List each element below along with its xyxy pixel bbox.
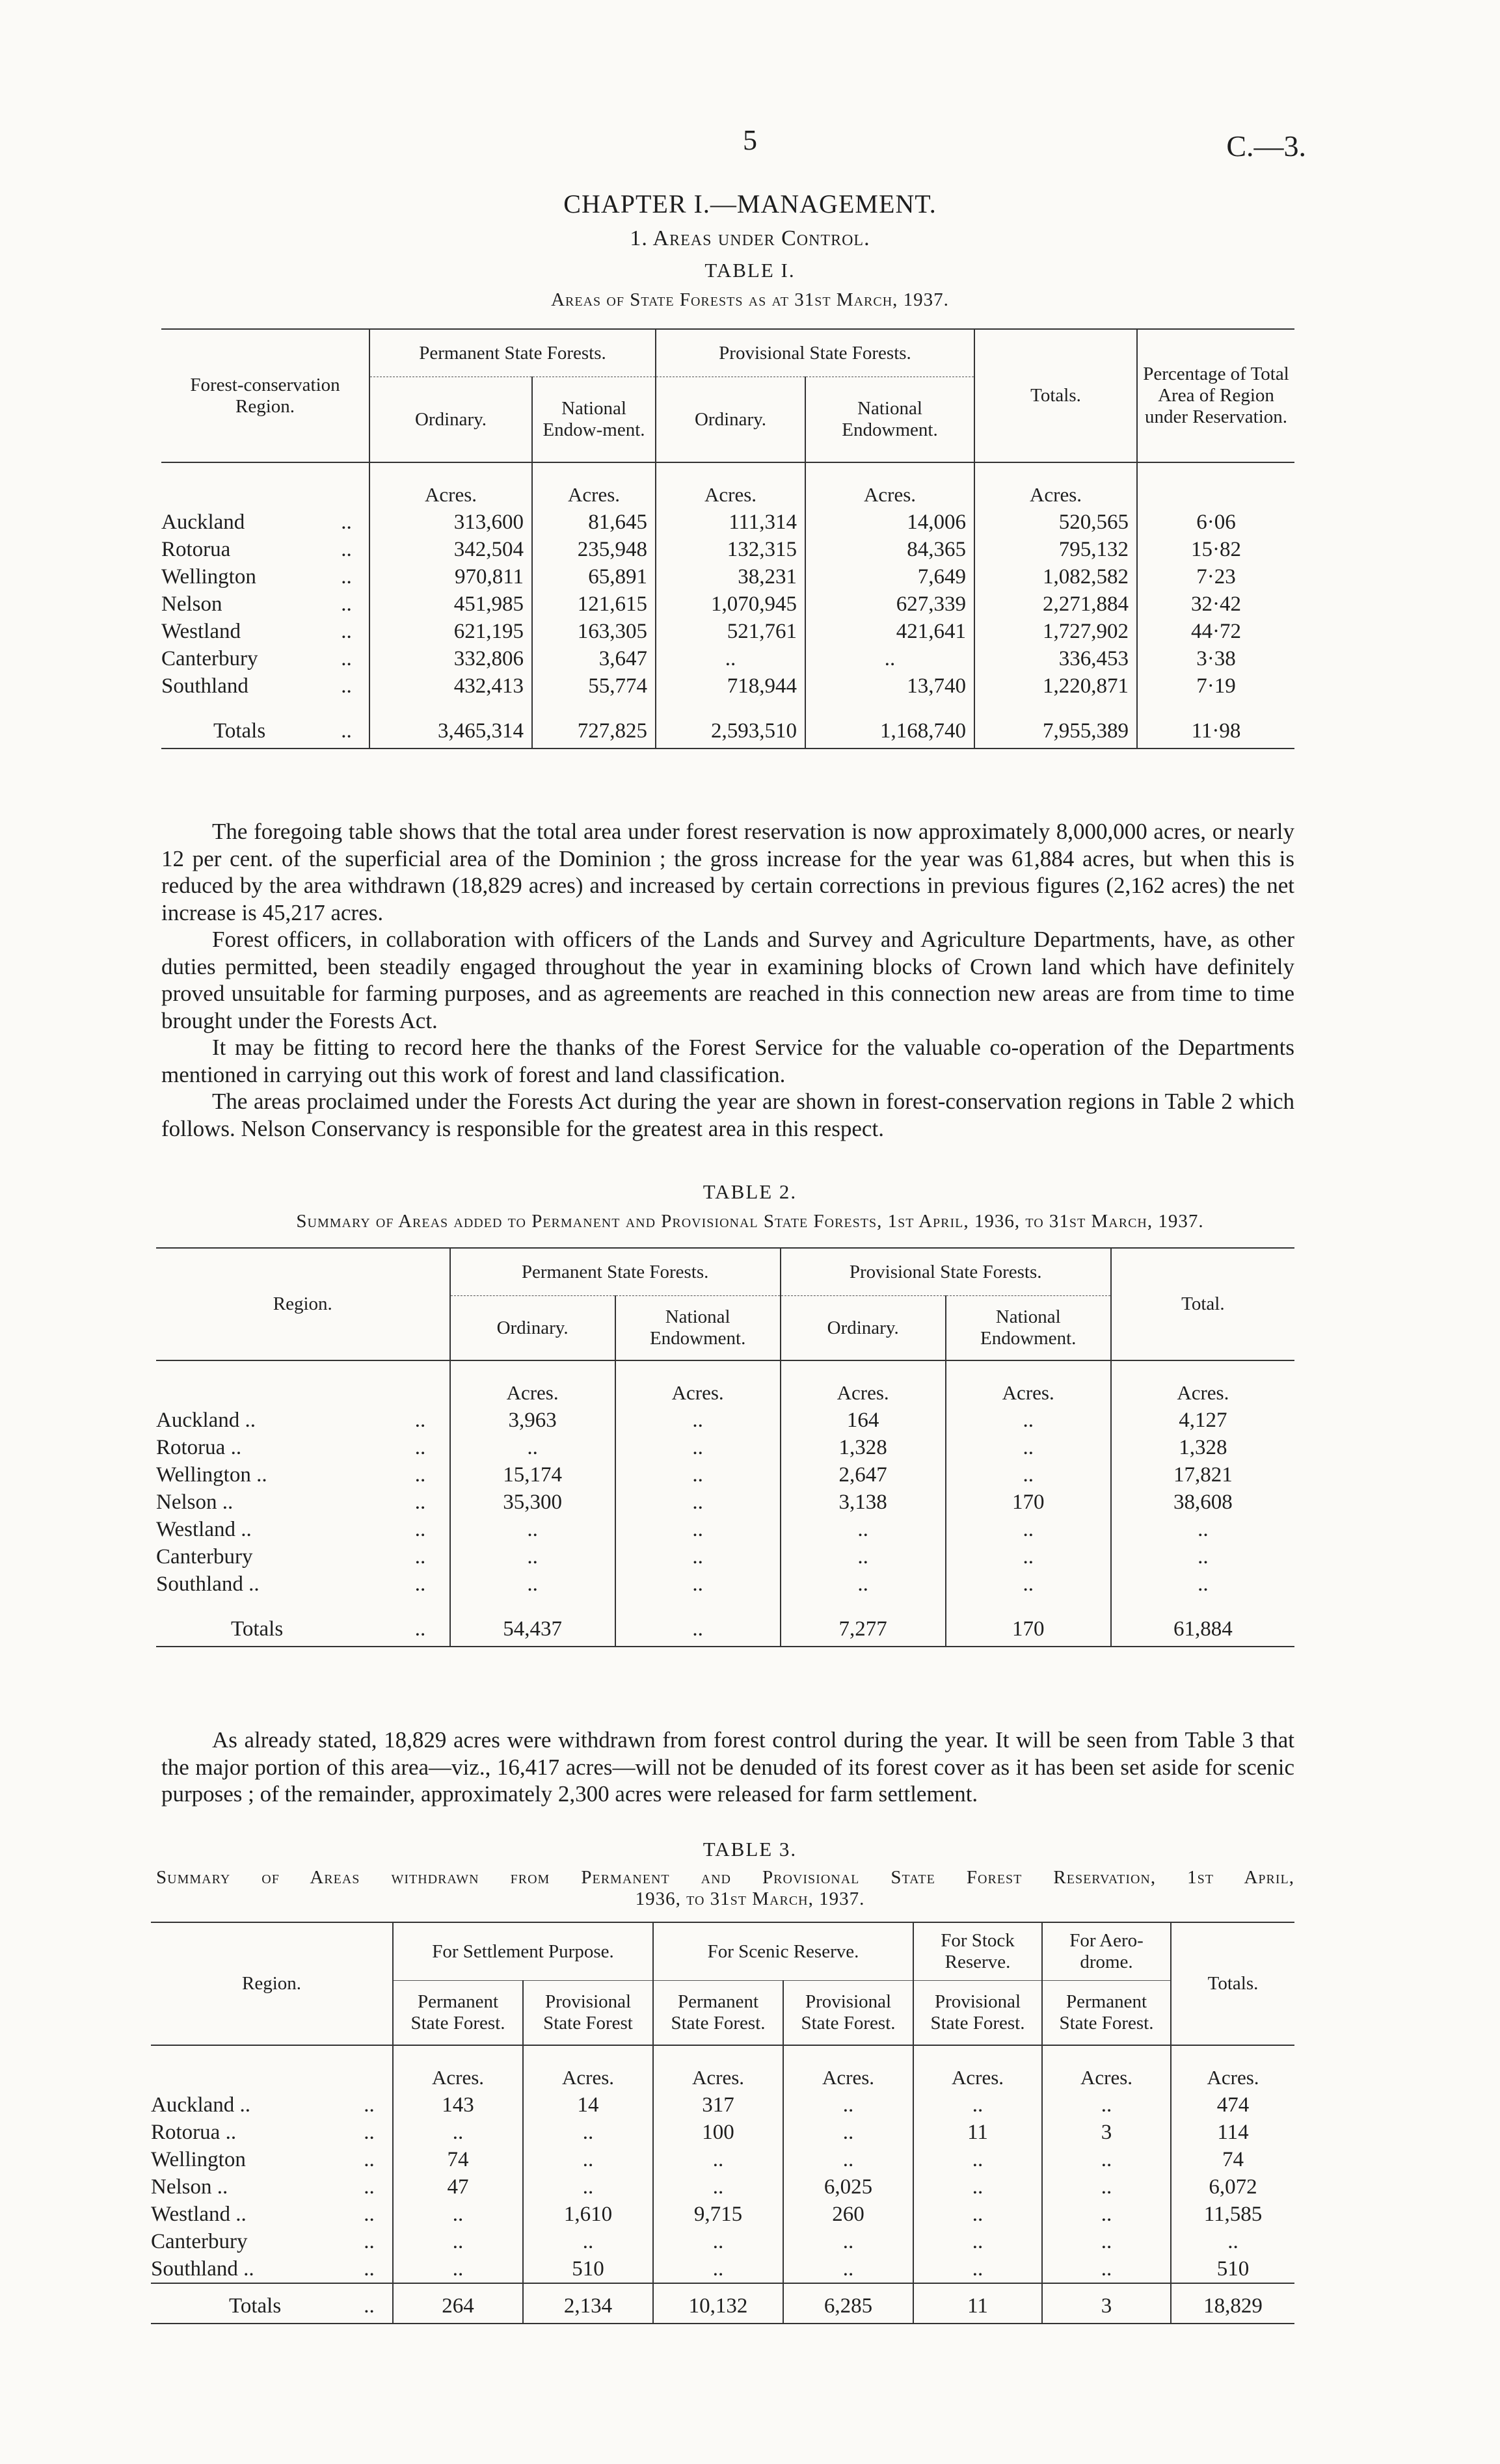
t3-dots: .. (364, 2093, 375, 2117)
t3-unit: Acres. (913, 2045, 1042, 2091)
t1-dots: .. (341, 592, 352, 616)
t3-set-prov: 1,610 (523, 2201, 653, 2228)
t2-dots: .. (391, 1598, 449, 1647)
t3-total-total: 18,829 (1171, 2283, 1294, 2324)
t3-sc-perm: 317 (653, 2091, 783, 2119)
t3-col-scenic-perm: Permanent State Forest. (653, 1981, 783, 2046)
t1-dots: .. (324, 700, 369, 748)
t3-group-scenic: For Scenic Reserve. (653, 1922, 913, 1981)
table-row (156, 1516, 1294, 1543)
t3-total: .. (1171, 2228, 1294, 2255)
t3-set-perm: 143 (393, 2091, 523, 2119)
t3-sc-perm: 100 (653, 2119, 783, 2146)
t1-unit: Acres. (369, 462, 532, 509)
t2-total-perm-ord: 54,437 (450, 1598, 615, 1647)
t3-total-sc-perm: 10,132 (653, 2283, 783, 2324)
t2-col-prov-ordinary: Ordinary. (781, 1296, 946, 1361)
t3-group-stock: For Stock Reserve. (913, 1922, 1042, 1981)
t1-perm-nat: 235,948 (532, 536, 656, 563)
t3-aero: .. (1042, 2201, 1171, 2228)
t2-prov-ord: 3,138 (781, 1489, 946, 1516)
t3-set-prov: 510 (523, 2255, 653, 2283)
t3-stock: .. (913, 2255, 1042, 2283)
t1-pct: 15·82 (1137, 536, 1294, 563)
table-row (151, 2228, 1294, 2255)
t3-region: Wellington (151, 2148, 246, 2171)
paragraph: The foregoing table shows that the total area under forest reservation is now approximately 8,000,000 acres, or nearly 12 per cent. of the superficial area of the Dominion ; the gross increase for the year was 61,884 acres, but when this is reduced by the area withdrawn (18,829 acres) and increased by certain corrections in previous figures (2,162 acres) the net increase is 45,217 acres. (161, 819, 1294, 925)
t2-prov-ord: 164 (781, 1407, 946, 1434)
t2-group-provisional: Provisional State Forests. (781, 1248, 1111, 1296)
table2 (156, 1247, 1294, 1647)
t1-unit: Acres. (974, 462, 1137, 509)
t1-pct: 7·19 (1137, 672, 1294, 700)
t3-set-perm: .. (393, 2255, 523, 2283)
t1-perm-ord: 313,600 (369, 509, 532, 536)
t1-prov-ord: 38,231 (656, 563, 805, 590)
t1-unit: Acres. (805, 462, 974, 509)
t1-perm-nat: 65,891 (532, 563, 656, 590)
t2-perm-nat: .. (615, 1516, 781, 1543)
t3-unit: Acres. (1171, 2045, 1294, 2091)
t1-total: 2,271,884 (974, 590, 1137, 618)
t1-dots: .. (341, 647, 352, 670)
table3 (151, 1922, 1294, 2324)
t3-col-region: Region. (151, 1922, 393, 2045)
totals-row (151, 2283, 1294, 2324)
t1-total-perm-nat: 727,825 (532, 700, 656, 748)
t1-unit: Acres. (656, 462, 805, 509)
body-text-2 (161, 1727, 1294, 1808)
table-row (161, 618, 1294, 645)
table-row (156, 1489, 1294, 1516)
t3-group-aero: For Aero-drome. (1042, 1922, 1171, 1981)
t2-unit: Acres. (781, 1360, 946, 1407)
t3-set-perm: 47 (393, 2173, 523, 2201)
t1-total-prov-ord: 2,593,510 (656, 700, 805, 748)
t2-dots: .. (414, 1463, 426, 1487)
t2-unit: Acres. (615, 1360, 781, 1407)
t1-region: Westland (161, 620, 241, 643)
t1-perm-ord: 451,985 (369, 590, 532, 618)
t3-dots: .. (346, 2283, 393, 2324)
t1-perm-ord: 332,806 (369, 645, 532, 672)
t3-stock: .. (913, 2091, 1042, 2119)
t1-perm-nat: 55,774 (532, 672, 656, 700)
t3-set-perm: .. (393, 2201, 523, 2228)
t3-unit: Acres. (653, 2045, 783, 2091)
t3-aero: .. (1042, 2091, 1171, 2119)
t2-total: 38,608 (1111, 1489, 1294, 1516)
t2-perm-ord: .. (450, 1516, 615, 1543)
t3-col-scenic-prov: Provisional State Forest. (783, 1981, 913, 2046)
t3-total-set-prov: 2,134 (523, 2283, 653, 2324)
t2-prov-nat: 170 (946, 1489, 1111, 1516)
t3-set-prov: .. (523, 2146, 653, 2173)
t3-dots: .. (364, 2203, 375, 2226)
t3-total-set-perm: 264 (393, 2283, 523, 2324)
t2-region: Southland .. (156, 1572, 260, 1596)
t1-col-prov-national: National Endowment. (805, 377, 974, 463)
t3-region: Auckland .. (151, 2093, 251, 2117)
t2-region: Nelson .. (156, 1490, 234, 1514)
t2-region: Canterbury (156, 1545, 253, 1569)
t2-group-permanent: Permanent State Forests. (450, 1248, 781, 1296)
table-row (156, 1543, 1294, 1570)
t2-perm-nat: .. (615, 1570, 781, 1598)
t3-set-prov: .. (523, 2119, 653, 2146)
t2-perm-nat: .. (615, 1407, 781, 1434)
paragraph: Forest officers, in collaboration with officers of the Lands and Survey and Agriculture Departments, have, as other duties permitted, been steadily engaged throughout the year in examining blocks of Crown land which have definitely proved unsuitable for farming purposes, and as agreements are reached in this connection new areas are from time to time brought under the Forests Act. (161, 927, 1294, 1033)
t3-region: Southland .. (151, 2257, 254, 2281)
t2-prov-nat: .. (946, 1434, 1111, 1461)
t3-stock: .. (913, 2173, 1042, 2201)
t3-region: Canterbury (151, 2230, 248, 2253)
t1-prov-ord: .. (656, 645, 805, 672)
table1 (161, 328, 1294, 749)
t2-perm-ord: .. (450, 1543, 615, 1570)
t2-prov-nat: .. (946, 1516, 1111, 1543)
body-text-1 (161, 818, 1294, 1142)
t3-dots: .. (364, 2257, 375, 2281)
t1-prov-nat: 421,641 (805, 618, 974, 645)
table1-label: TABLE I. (704, 259, 796, 282)
t1-pct: 32·42 (1137, 590, 1294, 618)
t3-region: Rotorua .. (151, 2121, 237, 2144)
t3-totals-label: Totals (151, 2283, 346, 2324)
t3-dots: .. (364, 2175, 375, 2199)
table-row (161, 590, 1294, 618)
t1-perm-nat: 121,615 (532, 590, 656, 618)
t3-stock: .. (913, 2201, 1042, 2228)
t3-sc-prov: 260 (783, 2201, 913, 2228)
t1-unit: Acres. (532, 462, 656, 509)
t3-col-set-prov: Provisional State Forest (523, 1981, 653, 2046)
t1-perm-ord: 342,504 (369, 536, 532, 563)
t2-col-ordinary: Ordinary. (450, 1296, 615, 1361)
t1-col-region: Forest-conservation Region. (161, 329, 369, 462)
t2-perm-ord: 3,963 (450, 1407, 615, 1434)
table-row (156, 1570, 1294, 1598)
t1-perm-nat: 81,645 (532, 509, 656, 536)
t3-total: 474 (1171, 2091, 1294, 2119)
t1-total: 1,727,902 (974, 618, 1137, 645)
t3-unit: Acres. (393, 2045, 523, 2091)
t3-aero: .. (1042, 2173, 1171, 2201)
t3-col-set-perm: Permanent State Forest. (393, 1981, 523, 2046)
t2-region: Rotorua .. (156, 1436, 242, 1459)
t1-dots: .. (341, 674, 352, 698)
t2-prov-ord: .. (781, 1543, 946, 1570)
t2-prov-ord: .. (781, 1570, 946, 1598)
table-row (161, 563, 1294, 590)
chapter-title: CHAPTER I.—MANAGEMENT. (563, 189, 937, 219)
table3-caption-line1: Summary of Areas withdrawn from Permanent and Provisional State Forest Reservation, 1st April, (156, 1867, 1294, 1888)
t1-totals-label: Totals (161, 700, 324, 748)
t1-total: 795,132 (974, 536, 1137, 563)
t1-pct: 44·72 (1137, 618, 1294, 645)
t3-sc-perm: .. (653, 2255, 783, 2283)
t3-unit: Acres. (523, 2045, 653, 2091)
t1-prov-ord: 718,944 (656, 672, 805, 700)
totals-row (161, 700, 1294, 748)
t1-region: Rotorua (161, 538, 231, 561)
t3-sc-perm: .. (653, 2173, 783, 2201)
t2-prov-nat: .. (946, 1407, 1111, 1434)
t1-pct: 6·06 (1137, 509, 1294, 536)
t2-dots: .. (414, 1409, 426, 1432)
t3-total: 11,585 (1171, 2201, 1294, 2228)
t1-group-provisional: Provisional State Forests. (656, 329, 974, 377)
table-row (151, 2119, 1294, 2146)
paragraph: The areas proclaimed under the Forests Act during the year are shown in forest-conservation regions in Table 2 which follows. Nelson Conservancy is responsible for the greatest area in this respect. (161, 1089, 1294, 1141)
t1-region: Wellington (161, 565, 256, 589)
t3-aero: .. (1042, 2228, 1171, 2255)
t3-sc-perm: .. (653, 2146, 783, 2173)
table-row (161, 672, 1294, 700)
t2-unit: Acres. (1111, 1360, 1294, 1407)
t2-col-total: Total. (1111, 1248, 1294, 1360)
t2-unit: Acres. (946, 1360, 1111, 1407)
t2-dots: .. (414, 1436, 426, 1459)
t2-total-perm-nat: .. (615, 1598, 781, 1647)
t1-total: 336,453 (974, 645, 1137, 672)
t1-pct: 7·23 (1137, 563, 1294, 590)
t1-prov-nat: 14,006 (805, 509, 974, 536)
t1-perm-nat: 163,305 (532, 618, 656, 645)
t1-prov-ord: 521,761 (656, 618, 805, 645)
t1-col-percentage: Percentage of Total Area of Region under Reservation. (1137, 329, 1294, 462)
paragraph: As already stated, 18,829 acres were withdrawn from forest control during the year. It will be seen from Table 3 that the major portion of this area—viz., 16,417 acres—will not be denuded of its forest cover as it has been set aside for scenic purposes ; of the remainder, approximately 2,300 acres were released for farm settlement. (161, 1727, 1294, 1807)
t2-dots: .. (414, 1572, 426, 1596)
t3-aero: .. (1042, 2146, 1171, 2173)
t2-region: Wellington .. (156, 1463, 267, 1487)
t1-prov-ord: 1,070,945 (656, 590, 805, 618)
t2-total: 4,127 (1111, 1407, 1294, 1434)
table-row (161, 509, 1294, 536)
page-reference: C.—3. (1226, 129, 1306, 163)
t1-prov-ord: 111,314 (656, 509, 805, 536)
table-row (151, 2146, 1294, 2173)
t2-unit: Acres. (450, 1360, 615, 1407)
page-number: 5 (743, 124, 757, 156)
t1-col-prov-ordinary: Ordinary. (656, 377, 805, 463)
t3-col-stock-prov: Provisional State Forest. (913, 1981, 1042, 2046)
t1-total-prov-nat: 1,168,740 (805, 700, 974, 748)
t3-group-settlement: For Settlement Purpose. (393, 1922, 653, 1981)
t2-prov-ord: 2,647 (781, 1461, 946, 1489)
t2-col-national: National Endowment. (615, 1296, 781, 1361)
table-row (156, 1461, 1294, 1489)
t1-group-permanent: Permanent State Forests. (369, 329, 656, 377)
t1-total-total: 7,955,389 (974, 700, 1137, 748)
t2-perm-ord: .. (450, 1434, 615, 1461)
t3-sc-prov: .. (783, 2228, 913, 2255)
t1-prov-ord: 132,315 (656, 536, 805, 563)
t3-set-perm: .. (393, 2228, 523, 2255)
table-row (156, 1434, 1294, 1461)
table2-caption: Summary of Areas added to Permanent and Provisional State Forests, 1st April, 1936, to 31st March, 1937. (296, 1211, 1204, 1232)
t3-set-perm: .. (393, 2119, 523, 2146)
t2-total-prov-ord: 7,277 (781, 1598, 946, 1647)
t1-total-pct: 11·98 (1137, 700, 1294, 748)
t2-prov-nat: .. (946, 1461, 1111, 1489)
t2-dots: .. (414, 1545, 426, 1569)
t3-sc-prov: .. (783, 2146, 913, 2173)
t2-total: 1,328 (1111, 1434, 1294, 1461)
t3-total: 510 (1171, 2255, 1294, 2283)
table-row (151, 2091, 1294, 2119)
table2-label: TABLE 2. (703, 1180, 797, 1203)
t2-total: 17,821 (1111, 1461, 1294, 1489)
t1-total: 1,220,871 (974, 672, 1137, 700)
t3-unit: Acres. (1042, 2045, 1171, 2091)
t1-prov-nat: 7,649 (805, 563, 974, 590)
t2-prov-ord: 1,328 (781, 1434, 946, 1461)
t2-totals-label: Totals (156, 1598, 391, 1647)
t2-region: Auckland .. (156, 1409, 256, 1432)
t1-dots: .. (341, 565, 352, 589)
t3-region: Westland .. (151, 2203, 247, 2226)
t3-total: 74 (1171, 2146, 1294, 2173)
t1-col-ordinary: Ordinary. (369, 377, 532, 463)
t2-perm-nat: .. (615, 1489, 781, 1516)
t2-dots: .. (414, 1518, 426, 1541)
totals-row (156, 1598, 1294, 1647)
t2-total-total: 61,884 (1111, 1598, 1294, 1647)
t3-sc-prov: .. (783, 2091, 913, 2119)
table-row (156, 1407, 1294, 1434)
t2-total: .. (1111, 1516, 1294, 1543)
table-row (151, 2201, 1294, 2228)
t3-sc-prov: .. (783, 2119, 913, 2146)
t2-total: .. (1111, 1543, 1294, 1570)
t3-set-prov: .. (523, 2228, 653, 2255)
t1-perm-nat: 3,647 (532, 645, 656, 672)
table1-caption: Areas of State Forests as at 31st March, 1937. (551, 289, 949, 310)
t2-region: Westland .. (156, 1518, 252, 1541)
t3-total-stock: 11 (913, 2283, 1042, 2324)
table3-caption-line2: 1936, to 31st March, 1937. (635, 1888, 865, 1909)
t3-dots: .. (364, 2230, 375, 2253)
t2-col-prov-national: National Endowment. (946, 1296, 1111, 1361)
t2-perm-nat: .. (615, 1543, 781, 1570)
t2-perm-nat: .. (615, 1461, 781, 1489)
t1-region: Southland (161, 674, 248, 698)
t3-aero: 3 (1042, 2119, 1171, 2146)
t1-region: Auckland (161, 510, 245, 534)
t3-region: Nelson .. (151, 2175, 228, 2199)
t2-perm-ord: 35,300 (450, 1489, 615, 1516)
t3-set-prov: 14 (523, 2091, 653, 2119)
t1-perm-ord: 432,413 (369, 672, 532, 700)
table-row (161, 536, 1294, 563)
t2-dots: .. (414, 1490, 426, 1514)
t1-dots: .. (341, 510, 352, 534)
t2-prov-nat: .. (946, 1570, 1111, 1598)
t3-dots: .. (364, 2121, 375, 2144)
t1-perm-ord: 970,811 (369, 563, 532, 590)
t1-pct: 3·38 (1137, 645, 1294, 672)
t2-col-region: Region. (156, 1248, 450, 1360)
t2-total: .. (1111, 1570, 1294, 1598)
t3-dots: .. (364, 2148, 375, 2171)
t3-col-aero-perm: Permanent State Forest. (1042, 1981, 1171, 2046)
t3-sc-prov: .. (783, 2255, 913, 2283)
t2-perm-ord: 15,174 (450, 1461, 615, 1489)
section-title: 1. Areas under Control. (630, 226, 870, 250)
t1-total: 520,565 (974, 509, 1137, 536)
t2-perm-nat: .. (615, 1434, 781, 1461)
t3-stock: .. (913, 2146, 1042, 2173)
t3-total-sc-prov: 6,285 (783, 2283, 913, 2324)
t1-dots: .. (341, 538, 352, 561)
table-row (161, 645, 1294, 672)
t1-region: Canterbury (161, 647, 258, 670)
t3-set-perm: 74 (393, 2146, 523, 2173)
table-row (151, 2173, 1294, 2201)
t3-sc-perm: .. (653, 2228, 783, 2255)
t3-total: 114 (1171, 2119, 1294, 2146)
t1-prov-nat: 13,740 (805, 672, 974, 700)
t1-total-perm-ord: 3,465,314 (369, 700, 532, 748)
t2-perm-ord: .. (450, 1570, 615, 1598)
t2-prov-ord: .. (781, 1516, 946, 1543)
t1-total: 1,082,582 (974, 563, 1137, 590)
t3-stock: 11 (913, 2119, 1042, 2146)
t3-set-prov: .. (523, 2173, 653, 2201)
t1-perm-ord: 621,195 (369, 618, 532, 645)
t1-prov-nat: 84,365 (805, 536, 974, 563)
t1-prov-nat: .. (805, 645, 974, 672)
t3-stock: .. (913, 2228, 1042, 2255)
t3-total-aero: 3 (1042, 2283, 1171, 2324)
table-row (151, 2255, 1294, 2283)
t1-col-totals: Totals. (974, 329, 1137, 462)
t1-prov-nat: 627,339 (805, 590, 974, 618)
t1-col-national-endowment: National Endow-ment. (532, 377, 656, 463)
paragraph: It may be fitting to record here the thanks of the Forest Service for the valuable co-operation of the Departments mentioned in carrying out this work of forest and land classification. (161, 1035, 1294, 1087)
t2-prov-nat: .. (946, 1543, 1111, 1570)
t3-col-totals: Totals. (1171, 1922, 1294, 2045)
t3-sc-prov: 6,025 (783, 2173, 913, 2201)
t1-region: Nelson (161, 592, 222, 616)
table3-label: TABLE 3. (703, 1838, 797, 1861)
t2-total-prov-nat: 170 (946, 1598, 1111, 1647)
t3-total: 6,072 (1171, 2173, 1294, 2201)
t3-aero: .. (1042, 2255, 1171, 2283)
t1-dots: .. (341, 620, 352, 643)
t3-unit: Acres. (783, 2045, 913, 2091)
t3-sc-perm: 9,715 (653, 2201, 783, 2228)
